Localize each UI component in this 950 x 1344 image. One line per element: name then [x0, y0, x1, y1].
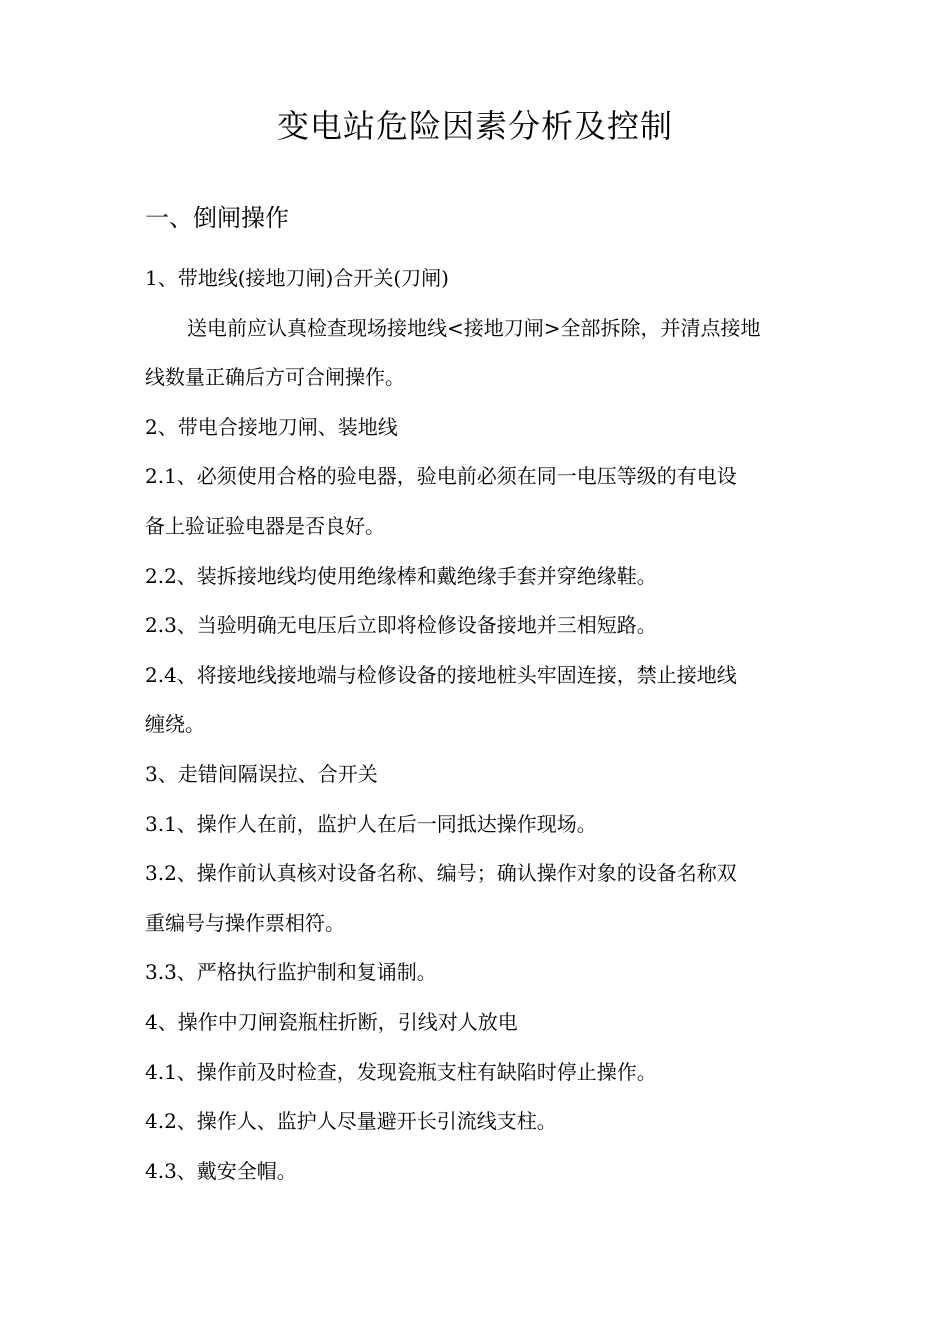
- text-line: 3.3、严格执行监护制和复诵制。: [145, 960, 437, 985]
- document-title: 变电站危险因素分析及控制: [276, 107, 673, 145]
- text-line: 1、带地线(接地刀闸)合开关(刀闸): [145, 266, 449, 290]
- text-line: 3、走错间隔误拉、合开关: [145, 761, 378, 786]
- text-line: 2.3、当验明确无电压后立即将检修设备接地并三相短路。: [145, 613, 657, 638]
- text-line: 2.4、将接地线接地端与检修设备的接地桩头牢固连接，禁止接地线: [145, 662, 737, 687]
- text-line: 重编号与操作票相符。: [145, 910, 345, 935]
- section-heading: 一、倒闸操作: [145, 204, 289, 232]
- text-line: 备上验证验电器是否良好。: [145, 513, 385, 538]
- text-line: 3.2、操作前认真核对设备名称、编号；确认操作对象的设备名称双: [145, 861, 737, 886]
- text-line: 2.2、装拆接地线均使用绝缘棒和戴绝缘手套并穿绝缘鞋。: [145, 563, 657, 588]
- document-body: [145, 254, 815, 1196]
- text-line: 4.3、戴安全帽。: [145, 1158, 297, 1183]
- text-line: 2、带电合接地刀闸、装地线: [145, 414, 398, 439]
- text-line: 3.1、操作人在前，监护人在后一同抵达操作现场。: [145, 811, 597, 836]
- text-line: 缠绕。: [145, 712, 205, 737]
- text-line: 4.1、操作前及时检查，发现瓷瓶支柱有缺陷时停止操作。: [145, 1059, 657, 1084]
- text-line: 线数量正确后方可合闸操作。: [145, 365, 405, 390]
- text-line: 送电前应认真检查现场接地线<接地刀闸>全部拆除，并清点接地: [187, 315, 761, 340]
- text-line: 2.1、必须使用合格的验电器，验电前必须在同一电压等级的有电设: [145, 464, 737, 489]
- text-line: 4、操作中刀闸瓷瓶柱折断，引线对人放电: [145, 1009, 518, 1034]
- text-line: 4.2、操作人、监护人尽量避开长引流线支柱。: [145, 1109, 557, 1134]
